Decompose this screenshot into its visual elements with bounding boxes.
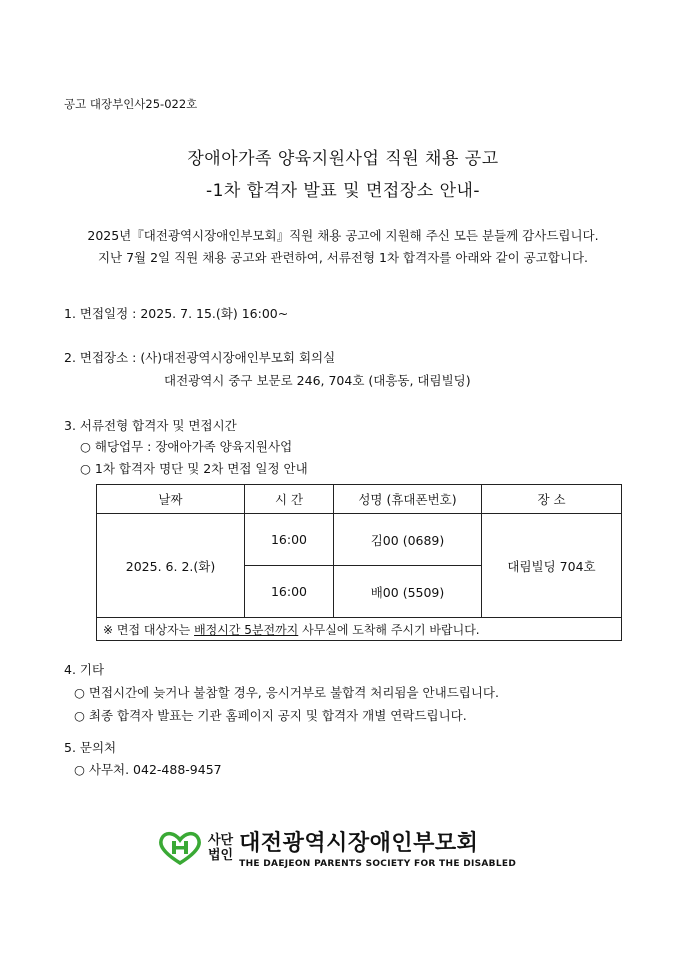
table-header: 성명 (휴대폰번호) [334, 485, 482, 514]
section-passers-item: ○ 해당업무 : 장애아가족 양육지원사업 [80, 439, 293, 454]
org-emblem-icon [158, 831, 202, 865]
org-type-line: 사단 [208, 832, 234, 848]
page-title: 장애아가족 양육지원사업 직원 채용 공고 [187, 149, 499, 169]
section-passers: 3. 서류전형 합격자 및 면접시간 [64, 418, 237, 433]
table-cell-time: 16:00 [245, 514, 334, 566]
section-interview-place: 2. 면접장소 : (사)대전광역시장애인부모회 회의실 [64, 350, 336, 365]
table-note [97, 618, 622, 641]
org-name-korean: 대전광역시장애인부모회 [239, 831, 479, 856]
table-note-row [97, 618, 622, 641]
table-cell-place: 대림빌딩 704호 [482, 514, 622, 618]
table-cell-name: 배00 (5509) [334, 566, 482, 618]
note-underlined: 배정시간 5분전까지 [194, 622, 299, 637]
table-cell-name: 김00 (0689) [334, 514, 482, 566]
table-cell-date: 2025. 6. 2.(화) [97, 514, 245, 618]
table-cell-time: 16:00 [245, 566, 334, 618]
contact-item: ○ 사무처. 042-488-9457 [74, 762, 222, 777]
org-type [208, 833, 233, 863]
schedule-table [96, 484, 622, 641]
interview-place-address: 대전광역시 중구 보문로 246, 704호 (대흥동, 대림빌딩) [164, 373, 471, 388]
section-interview-schedule: 1. 면접일정 : 2025. 7. 15.(화) 16:00~ [64, 306, 289, 321]
section-etc-item: ○ 면접시간에 늦거나 불참할 경우, 응시거부로 불합격 처리됨을 안내드립니다. [74, 685, 499, 700]
table-header-row [97, 485, 622, 514]
intro-line-2: 지난 7월 2일 직원 채용 공고와 관련하여, 서류전형 1차 합격자를 아래와 같이 공고합니다. [97, 250, 589, 265]
table-header: 날짜 [97, 485, 245, 514]
page-subtitle: -1차 합격자 발표 및 면접장소 안내- [205, 181, 481, 201]
org-name-english: THE DAEJEON PARENTS SOCIETY FOR THE DISABLED [239, 859, 517, 869]
notice-number: 공고 대장부인사25-022호 [64, 97, 198, 111]
section-contact: 5. 문의처 [64, 740, 117, 755]
table-header: 장 소 [482, 485, 622, 514]
note-text: ※ 면접 대상자는 [103, 622, 195, 637]
section-etc-item: ○ 최종 합격자 발표는 기관 홈페이지 공지 및 합격자 개별 연락드립니다. [74, 708, 467, 723]
section-etc: 4. 기타 [64, 662, 105, 677]
note-text: 사무실에 도착해 주시기 바랍니다. [298, 622, 480, 637]
table-header: 시 간 [245, 485, 334, 514]
org-type-line: 법인 [208, 847, 234, 863]
org-logo [158, 826, 516, 869]
intro-line-1: 2025년『대전광역시장애인부모회』직원 채용 공고에 지원해 주신 모든 분들께 감사드립니다. [87, 228, 599, 243]
table-row [97, 514, 622, 566]
section-passers-item: ○ 1차 합격자 명단 및 2차 면접 일정 안내 [80, 461, 308, 476]
